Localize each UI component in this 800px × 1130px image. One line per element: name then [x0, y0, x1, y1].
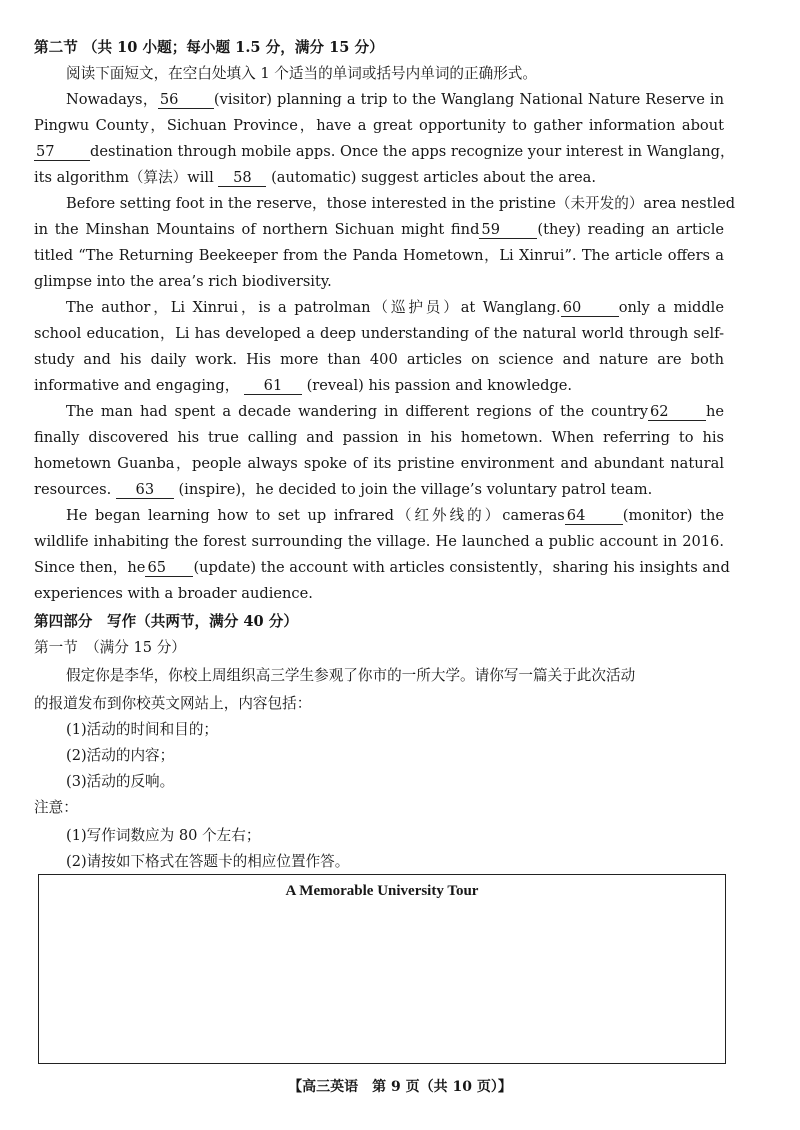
- p5-line4: experiences with a broader audience.: [34, 585, 313, 602]
- p4-line2: finally discovered his true calling and passion in his hometown. When referring to his: [34, 429, 724, 446]
- p4-line3: hometown Guanba，people always spoke of its pristine environment and abundant natural: [34, 455, 724, 472]
- blank-56[interactable]: 56: [158, 92, 214, 109]
- writing-prompt-line1: 假定你是李华，你校上周组织高三学生参观了你市的一所大学。请你写一篇关于此次活动: [66, 667, 636, 684]
- blank-58[interactable]: 58: [218, 170, 266, 187]
- part4-section1-heading: 第一节 （满分 15 分）: [34, 639, 186, 656]
- p4-line4: resources. 63 (inspire)，he decided to join the village’s voluntary patrol team.: [34, 481, 653, 498]
- writing-prompt-line2: 的报道发布到你校英文网站上，内容包括：: [34, 695, 312, 712]
- notes-label: 注意：: [34, 799, 78, 816]
- prompt-item-1: (1)活动的时间和目的；: [66, 721, 219, 738]
- blank-62[interactable]: 62: [648, 404, 706, 421]
- p4-line1: The man had spent a decade wandering in different regions of the country 62 he: [66, 403, 724, 420]
- blank-63[interactable]: 63: [116, 482, 174, 499]
- blank-65[interactable]: 65: [145, 560, 193, 577]
- blank-61[interactable]: 61: [244, 378, 302, 395]
- p1-line4: its algorithm（算法）will 58 (automatic) suggest articles about the area.: [34, 169, 597, 186]
- p5-line1: He began learning how to set up infrared（红外线的）cameras 64 (monitor) the: [66, 507, 725, 524]
- page-footer: 【高三英语 第 9 页（共 10 页）】: [288, 1079, 512, 1095]
- prompt-item-2: (2)活动的内容；: [66, 747, 175, 764]
- p2-line2: in the Minshan Mountains of northern Sichuan might find 59 (they) reading an article: [34, 221, 724, 238]
- answer-box-title: A Memorable University Tour: [285, 883, 479, 899]
- blank-57[interactable]: 57: [34, 144, 90, 161]
- answer-box[interactable]: [38, 874, 726, 1064]
- prompt-item-3: (3)活动的反响。: [66, 773, 175, 790]
- p3-line2: school education，Li has developed a deep understanding of the natural world through self-: [34, 325, 724, 342]
- p1-line3: 57 destination through mobile apps. Once the apps recognize your interest in Wanglang，: [36, 143, 735, 160]
- p5-line2: wildlife inhabiting the forest surrounding the village. He launched a public account in 2016.: [34, 533, 724, 550]
- blank-60[interactable]: 60: [561, 300, 619, 317]
- p2-line1: Before setting foot in the reserve，those interested in the pristine（未开发的）area nestled: [66, 195, 736, 212]
- p3-line1: The author，Li Xinrui，is a patrolman（巡护员）at Wanglang. 60 only a middle: [66, 299, 724, 316]
- blank-59[interactable]: 59: [479, 222, 537, 239]
- note-1: (1)写作词数应为 80 个左右；: [66, 827, 261, 844]
- part4-heading: 第四部分 写作（共两节，满分 40 分）: [34, 613, 298, 630]
- section2-heading: 第二节 （共 10 小题；每小题 1.5 分，满分 15 分）: [34, 39, 384, 56]
- p5-line3: Since then，he 65 (update) the account with articles consistently，sharing his insights and: [34, 559, 730, 576]
- blank-64[interactable]: 64: [565, 508, 623, 525]
- p1-line1: Nowadays， 56 (visitor) planning a trip to the Wanglang National Nature Reserve in: [66, 91, 724, 108]
- p3-line4: informative and engaging， 61 (reveal) his passion and knowledge.: [34, 377, 573, 394]
- section2-instruction: 阅读下面短文，在空白处填入 1 个适当的单词或括号内单词的正确形式。: [66, 65, 537, 82]
- p1-line2: Pingwu County，Sichuan Province，have a great opportunity to gather information about: [34, 117, 724, 134]
- note-2: (2)请按如下格式在答题卡的相应位置作答。: [66, 853, 350, 870]
- p3-line3: study and his daily work. His more than 400 articles on science and nature are both: [34, 351, 724, 368]
- p2-line3: titled “The Returning Beekeeper from the Panda Hometown，Li Xinrui”. The article offers a: [34, 247, 724, 264]
- p2-line4: glimpse into the area’s rich biodiversity.: [34, 273, 332, 290]
